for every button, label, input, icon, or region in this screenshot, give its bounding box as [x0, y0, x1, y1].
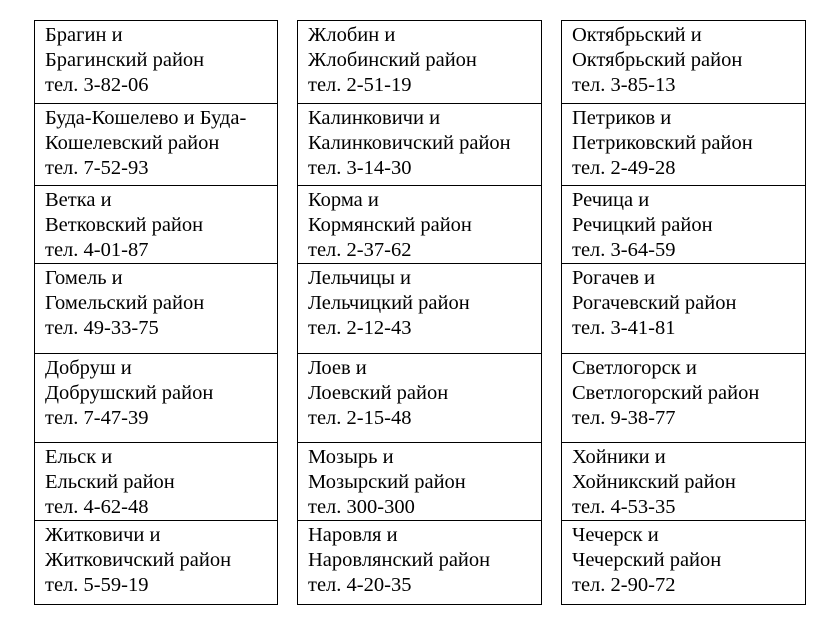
- district-line: Речицкий район: [572, 214, 713, 236]
- phone-line: тел. 300-300: [308, 496, 415, 518]
- phone-line: тел. 3-82-06: [45, 74, 149, 96]
- district-entry-cell: [298, 104, 542, 186]
- directory-column-2: [297, 20, 542, 605]
- phone-line: тел. 2-49-28: [572, 157, 676, 179]
- town-line: Корма и: [308, 189, 379, 211]
- town-line: Брагин и: [45, 24, 123, 46]
- district-line: Жлобинский район: [308, 49, 477, 71]
- district-entry-cell: [562, 443, 806, 521]
- district-entry-cell: [562, 21, 806, 104]
- district-entry-cell: [298, 264, 542, 354]
- directory-row: [35, 186, 278, 264]
- directory-row: [35, 354, 278, 443]
- district-line: Рогачевский район: [572, 292, 737, 314]
- phone-line: тел. 4-01-87: [45, 239, 149, 261]
- town-line: Октябрьский и: [572, 24, 702, 46]
- town-line: Ветка и: [45, 189, 112, 211]
- district-entry-cell: [35, 354, 278, 443]
- town-line: Речица и: [572, 189, 650, 211]
- town-line: Жлобин и: [308, 24, 396, 46]
- town-line: Лельчицы и: [308, 267, 412, 289]
- directory-row: [562, 21, 806, 104]
- phone-line: тел. 2-15-48: [308, 407, 412, 429]
- directory-row: [298, 354, 542, 443]
- phone-line: тел. 4-53-35: [572, 496, 676, 518]
- district-line: Наровлянский район: [308, 549, 491, 571]
- district-line: Калинковичский район: [308, 132, 511, 154]
- district-line: Гомельский район: [45, 292, 205, 314]
- town-line: Лоев и: [308, 357, 367, 379]
- town-line: Буда-Кошелево и Буда-: [45, 107, 247, 129]
- district-line: Петриковский район: [572, 132, 753, 154]
- phone-line: тел. 9-38-77: [572, 407, 676, 429]
- district-line: Житковичский район: [45, 549, 232, 571]
- district-line: Добрушский район: [45, 382, 214, 404]
- district-entry-cell: [298, 21, 542, 104]
- phone-line: тел. 3-41-81: [572, 317, 676, 339]
- directory-row: [298, 443, 542, 521]
- phone-line: тел. 2-90-72: [572, 574, 676, 596]
- directory-row: [35, 21, 278, 104]
- town-line: Житковичи и: [45, 524, 161, 546]
- town-line: Калинковичи и: [308, 107, 441, 129]
- town-line: Хойники и: [572, 446, 666, 468]
- district-line: Лельчицкий район: [308, 292, 470, 314]
- directory-row: [298, 264, 542, 354]
- town-line: Петриков и: [572, 107, 672, 129]
- district-line: Лоевский район: [308, 382, 449, 404]
- phone-line: тел. 3-64-59: [572, 239, 676, 261]
- district-entry-cell: [562, 186, 806, 264]
- directory-row: [562, 354, 806, 443]
- district-entry-cell: [298, 443, 542, 521]
- district-line: Октябрьский район: [572, 49, 743, 71]
- phone-line: тел. 3-14-30: [308, 157, 412, 179]
- phone-line: тел. 4-20-35: [308, 574, 412, 596]
- town-line: Добруш и: [45, 357, 132, 379]
- directory-row: [562, 443, 806, 521]
- phone-line: тел. 2-51-19: [308, 74, 412, 96]
- district-entry-cell: [298, 354, 542, 443]
- phone-line: тел. 3-85-13: [572, 74, 676, 96]
- district-line: Светлогорский район: [572, 382, 760, 404]
- district-entry-cell: [35, 521, 278, 605]
- district-entry-cell: [35, 21, 278, 104]
- district-entry-cell: [35, 443, 278, 521]
- district-entry-cell: [35, 104, 278, 186]
- directory-row: [35, 104, 278, 186]
- directory-row: [562, 186, 806, 264]
- phone-line: тел. 49-33-75: [45, 317, 159, 339]
- district-entry-cell: [298, 186, 542, 264]
- directory-row: [35, 521, 278, 605]
- district-entry-cell: [562, 104, 806, 186]
- town-line: Светлогорск и: [572, 357, 697, 379]
- district-line: Хойникский район: [572, 471, 736, 493]
- district-entry-cell: [562, 521, 806, 605]
- phone-line: тел. 2-37-62: [308, 239, 412, 261]
- directory-row: [298, 521, 542, 605]
- district-line: Чечерский район: [572, 549, 722, 571]
- directory-row: [35, 443, 278, 521]
- town-line: Чечерск и: [572, 524, 659, 546]
- district-line: Ельский район: [45, 471, 175, 493]
- phone-line: тел. 7-52-93: [45, 157, 149, 179]
- district-line: Кошелевский район: [45, 132, 220, 154]
- district-entry-cell: [562, 264, 806, 354]
- town-line: Наровля и: [308, 524, 398, 546]
- district-line: Кормянский район: [308, 214, 472, 236]
- directory-row: [562, 521, 806, 605]
- district-line: Мозырский район: [308, 471, 466, 493]
- town-line: Рогачев и: [572, 267, 656, 289]
- phone-line: тел. 2-12-43: [308, 317, 412, 339]
- directory-column-1: [34, 20, 278, 605]
- town-line: Гомель и: [45, 267, 123, 289]
- district-entry-cell: [562, 354, 806, 443]
- district-entry-cell: [35, 186, 278, 264]
- phone-line: тел. 7-47-39: [45, 407, 149, 429]
- directory-row: [298, 21, 542, 104]
- directory-row: [562, 264, 806, 354]
- directory-row: [562, 104, 806, 186]
- district-entry-cell: [35, 264, 278, 354]
- town-line: Мозырь и: [308, 446, 394, 468]
- district-line: Брагинский район: [45, 49, 205, 71]
- directory-row: [35, 264, 278, 354]
- directory-column-3: [561, 20, 806, 605]
- directory-row: [298, 104, 542, 186]
- phone-line: тел. 5-59-19: [45, 574, 149, 596]
- phone-line: тел. 4-62-48: [45, 496, 149, 518]
- town-line: Ельск и: [45, 446, 113, 468]
- directory-row: [298, 186, 542, 264]
- district-line: Ветковский район: [45, 214, 204, 236]
- district-entry-cell: [298, 521, 542, 605]
